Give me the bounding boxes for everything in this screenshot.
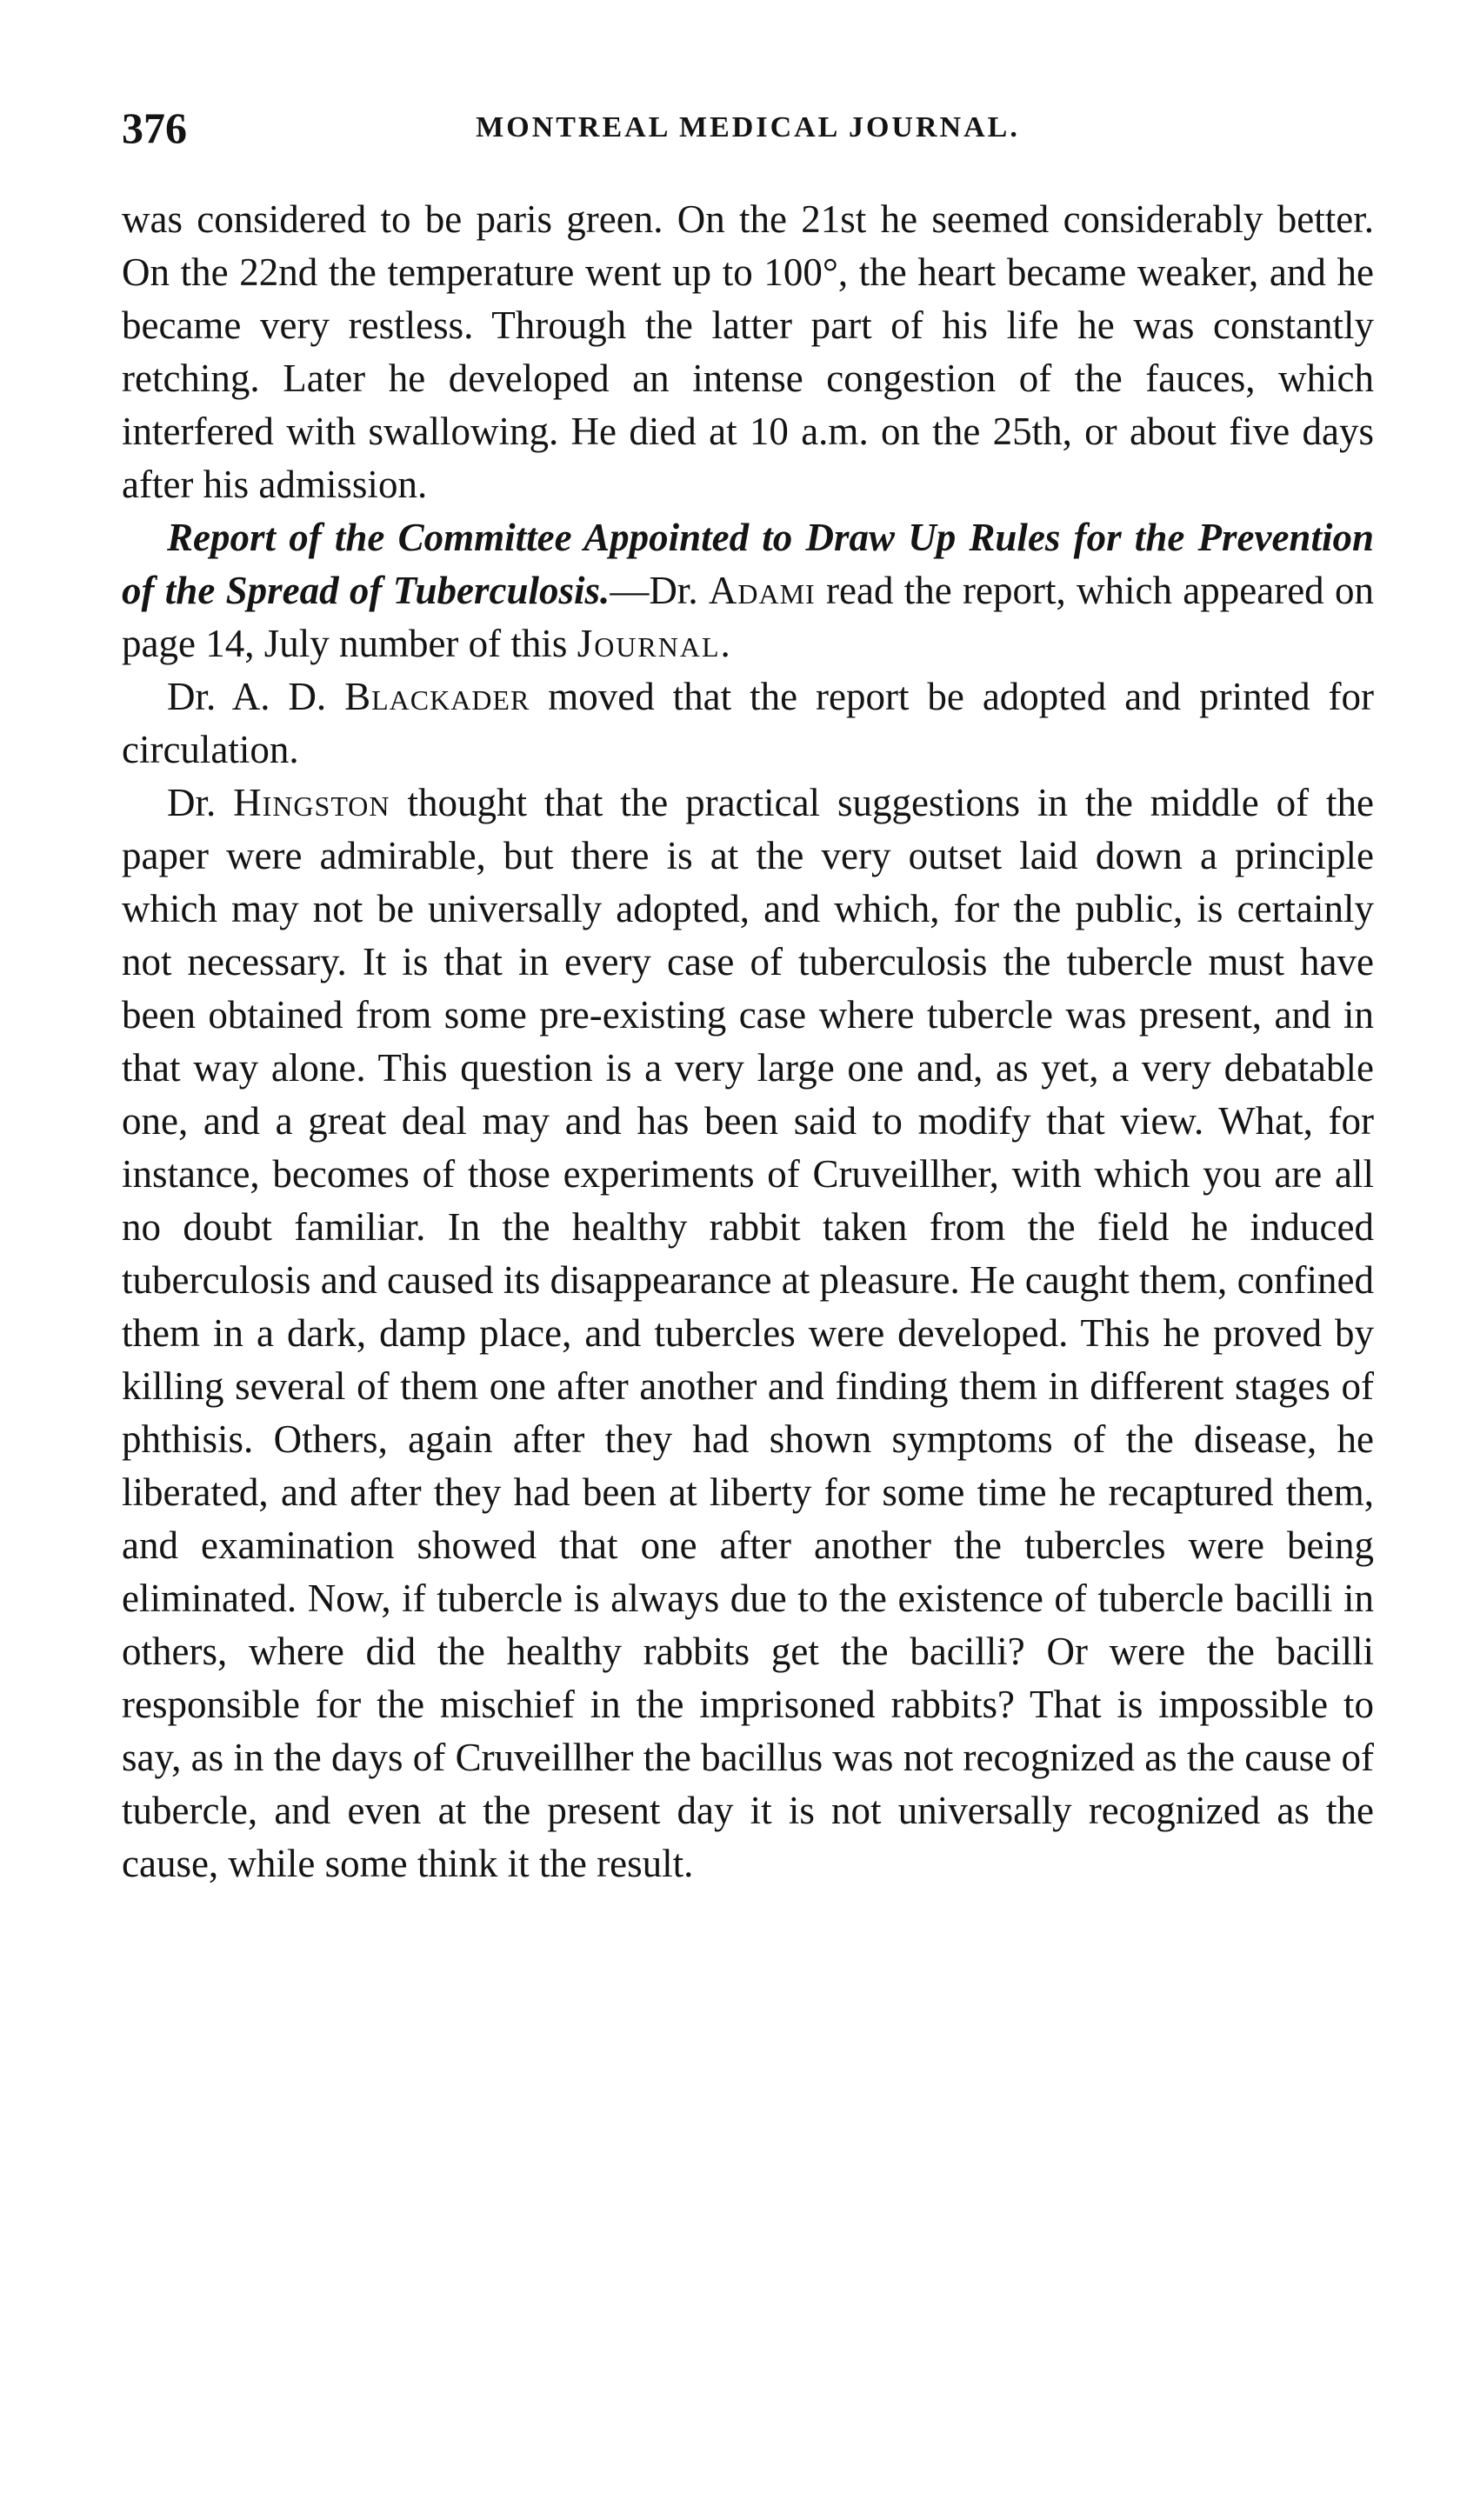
dash-text: —Dr. — [610, 569, 709, 612]
article-body — [122, 193, 1374, 1890]
author-name-hingston: Hingston — [233, 781, 390, 824]
journal-page — [122, 103, 1374, 1890]
paragraph-case-continuation: was considered to be paris green. On the 21st he seemed considerably better. On the 22nd the temperature went up to 100°, the heart became weaker, and he became very restless. Through the latter part of his life he was constantly retching. Later he developed an intense congestion of the fauces, which interfered with swallowing. He died at 10 a.m. on the 25th, or about five days after his admission. — [122, 197, 1374, 506]
page-number: 376 — [122, 103, 187, 152]
hingston-prefix: Dr. — [167, 781, 234, 824]
paragraph-committee-report — [122, 511, 1374, 670]
period: . — [720, 622, 730, 665]
paragraph-hingston-remarks — [122, 777, 1374, 1890]
paragraph-blackader-motion — [122, 670, 1374, 777]
running-head — [122, 103, 1374, 158]
journal-title: MONTREAL MEDICAL JOURNAL. — [476, 111, 1020, 143]
report-text: read the report, which appeared on page 14, July number of this — [122, 569, 1374, 665]
author-name-adami: Adami — [708, 569, 816, 612]
blackader-prefix: Dr. A. D. — [167, 675, 345, 718]
committee-report-heading: Report of the Committee Appointed to Draw Up Rules for the Prevention of the Spread of Tuberculosis. — [122, 516, 1374, 612]
author-name-blackader: Blackader — [344, 675, 530, 718]
blackader-text: moved that the report be adopted and printed for circulation. — [122, 675, 1374, 771]
journal-name: Journal — [577, 622, 721, 665]
hingston-text: thought that the practical suggestions in the middle of the paper were admirable, but there is at the very outset laid down a principle which may not be universally adopted, and which, for the public, is certainly not necessary. It is that in every case of tuberculosis the tubercle must have been obtained from some pre-existing case where tubercle was present, and in that way alone. This question is a very large one and, as yet, a very debatable one, and a great deal may and has been said to modify that view. What, for instance, becomes of those experiments of Cruveillher, with which you are all no doubt familiar. In the healthy rabbit taken from the field he induced tuberculosis and caused its disappearance at pleasure. He caught them, confined them in a dark, damp place, and tubercles were developed. This he proved by killing several of them one after another and finding them in different stages of phthisis. Others, again after they had shown symptoms of the disease, he liberated, and after they had been at liberty for some time he recaptured them, and examination showed that one after another the tubercles were being eliminated. Now, if tubercle is always due to the existence of tubercle bacilli in others, where did the healthy rabbits get the bacilli? Or were the bacilli responsible for the mischief in the imprisoned rabbits? That is impossible to say, as in the days of Cruveillher the bacillus was not recognized as the cause of tubercle, and even at the present day it is not universally recognized as the cause, while some think it the result. — [122, 781, 1374, 1885]
